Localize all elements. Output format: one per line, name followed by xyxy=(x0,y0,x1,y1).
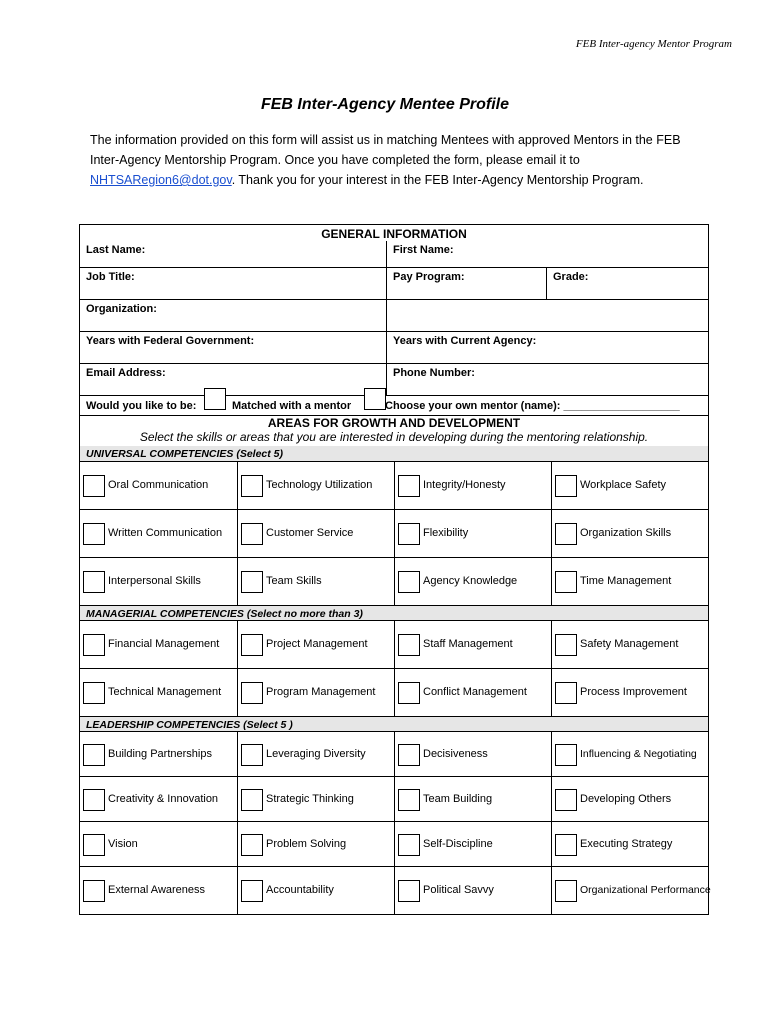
competency-checkbox[interactable] xyxy=(241,475,263,497)
competency-organization-skills[interactable] xyxy=(551,510,708,557)
competency-checkbox[interactable] xyxy=(398,571,420,593)
competency-organizational-performance[interactable] xyxy=(551,867,711,914)
phone-field[interactable]: Phone Number: xyxy=(386,364,708,395)
name-row xyxy=(80,241,708,267)
competency-checkbox[interactable] xyxy=(398,475,420,497)
competency-checkbox[interactable] xyxy=(241,789,263,811)
grade-field[interactable]: Grade: xyxy=(546,268,708,299)
competency-self-discipline[interactable] xyxy=(394,822,551,866)
competency-checkbox[interactable] xyxy=(241,523,263,545)
competency-label: Technical Management xyxy=(108,686,222,698)
competency-label: Staff Management xyxy=(423,638,513,650)
competency-strategic-thinking[interactable] xyxy=(237,777,394,821)
competency-external-awareness[interactable] xyxy=(80,867,237,914)
competency-checkbox[interactable] xyxy=(398,634,420,656)
intro-text-after: . Thank you for your interest in the FEB Inter-Agency Mentorship Program. xyxy=(231,173,644,187)
competency-team-skills[interactable] xyxy=(237,558,394,605)
competency-label: Time Management xyxy=(580,575,672,587)
competency-technical-management[interactable] xyxy=(80,669,237,716)
competency-executing-strategy[interactable] xyxy=(551,822,708,866)
email-link[interactable]: NHTSARegion6@dot.gov xyxy=(90,173,232,187)
competency-label: Program Management xyxy=(266,686,376,698)
competency-time-management[interactable] xyxy=(551,558,708,605)
contact-row xyxy=(80,363,708,395)
leadership-row xyxy=(80,821,708,866)
competency-leveraging-diversity[interactable] xyxy=(237,732,394,776)
leadership-row xyxy=(80,776,708,821)
competency-label: Workplace Safety xyxy=(580,479,667,491)
competency-project-management[interactable] xyxy=(237,621,394,668)
competency-interpersonal-skills[interactable] xyxy=(80,558,237,605)
competency-political-savvy[interactable] xyxy=(394,867,551,914)
competency-label: Decisiveness xyxy=(423,748,488,760)
competency-checkbox[interactable] xyxy=(398,880,420,902)
areas-title: AREAS FOR GROWTH AND DEVELOPMENT xyxy=(267,416,521,430)
competency-checkbox[interactable] xyxy=(398,789,420,811)
areas-header xyxy=(80,415,708,446)
competency-checkbox[interactable] xyxy=(83,475,105,497)
job-row xyxy=(80,267,708,299)
competency-label: Organization Skills xyxy=(580,527,672,539)
competency-integrity-honesty[interactable] xyxy=(394,462,551,509)
competency-label: Vision xyxy=(108,838,138,850)
email-field[interactable]: Email Address: xyxy=(86,367,166,379)
competency-agency-knowledge[interactable] xyxy=(394,558,551,605)
competency-label: Influencing & Negotiating xyxy=(580,748,697,760)
competency-label: Written Communication xyxy=(108,527,223,539)
competency-checkbox[interactable] xyxy=(555,789,577,811)
competency-checkbox[interactable] xyxy=(555,475,577,497)
years-federal-field[interactable]: Years with Federal Government: xyxy=(86,335,255,347)
competency-checkbox[interactable] xyxy=(83,634,105,656)
competency-label: Strategic Thinking xyxy=(266,793,354,805)
competency-oral-communication[interactable] xyxy=(80,462,237,509)
competency-checkbox[interactable] xyxy=(83,571,105,593)
competency-label: External Awareness xyxy=(108,884,206,896)
intro-paragraph xyxy=(90,130,690,190)
competency-label: Self-Discipline xyxy=(423,838,493,850)
competency-checkbox[interactable] xyxy=(241,634,263,656)
competency-checkbox[interactable] xyxy=(241,682,263,704)
competency-flexibility[interactable] xyxy=(394,510,551,557)
competency-influencing-and-negotiating[interactable] xyxy=(551,732,708,776)
competency-checkbox[interactable] xyxy=(398,682,420,704)
competency-developing-others[interactable] xyxy=(551,777,708,821)
competency-program-management[interactable] xyxy=(237,669,394,716)
competency-checkbox[interactable] xyxy=(241,880,263,902)
organization-row xyxy=(80,299,708,331)
last-name-field[interactable]: Last Name: xyxy=(86,244,146,256)
competency-label: Financial Management xyxy=(108,638,220,650)
mentee-form xyxy=(79,224,709,915)
competencies-section xyxy=(80,446,711,914)
competency-staff-management[interactable] xyxy=(394,621,551,668)
competency-checkbox[interactable] xyxy=(241,834,263,856)
competency-checkbox[interactable] xyxy=(83,789,105,811)
universal-row xyxy=(80,461,708,509)
competency-financial-management[interactable] xyxy=(80,621,237,668)
competency-label: Executing Strategy xyxy=(580,838,673,850)
competency-checkbox[interactable] xyxy=(83,523,105,545)
competency-building-partnerships[interactable] xyxy=(80,732,237,776)
competency-problem-solving[interactable] xyxy=(237,822,394,866)
competency-label: Customer Service xyxy=(266,527,354,539)
competency-checkbox[interactable] xyxy=(555,834,577,856)
would-like-label: Would you like to be: xyxy=(86,400,197,412)
organization-extra-field[interactable] xyxy=(386,300,708,331)
leadership-row xyxy=(80,866,711,914)
competency-checkbox[interactable] xyxy=(555,744,577,766)
competency-label: Project Management xyxy=(266,638,368,650)
page-title: FEB Inter-Agency Mentee Profile xyxy=(260,96,510,113)
header-note: FEB Inter-agency Mentor Program xyxy=(575,38,732,50)
competency-label: Creativity & Innovation xyxy=(108,793,219,805)
choose-mentor-label: Choose your own mentor (name): ___________________ xyxy=(385,400,680,412)
years-agency-field[interactable]: Years with Current Agency: xyxy=(386,332,708,363)
competency-vision[interactable] xyxy=(80,822,237,866)
competency-team-building[interactable] xyxy=(394,777,551,821)
competency-checkbox[interactable] xyxy=(83,834,105,856)
matched-mentor-label: Matched with a mentor xyxy=(232,400,352,412)
areas-subtitle: Select the skills or areas that you are interested in developing during the mentoring relationship. xyxy=(139,430,649,444)
competency-label: Problem Solving xyxy=(266,838,347,850)
competency-label: Political Savvy xyxy=(423,884,494,896)
competency-label: Interpersonal Skills xyxy=(108,575,201,587)
competency-checkbox[interactable] xyxy=(555,634,577,656)
competency-safety-management[interactable] xyxy=(551,621,708,668)
competency-label: Building Partnerships xyxy=(108,748,212,760)
competency-label: Organizational Performance xyxy=(580,884,711,896)
competency-written-communication[interactable] xyxy=(80,510,237,557)
competency-checkbox[interactable] xyxy=(555,571,577,593)
matched-mentor-checkbox[interactable] xyxy=(204,388,226,410)
competency-conflict-management[interactable] xyxy=(394,669,551,716)
competency-label: Team Skills xyxy=(266,575,322,587)
competency-checkbox[interactable] xyxy=(555,880,577,902)
competency-checkbox[interactable] xyxy=(398,523,420,545)
managerial-row xyxy=(80,620,708,668)
competency-checkbox[interactable] xyxy=(398,834,420,856)
choose-mentor-checkbox[interactable] xyxy=(364,388,386,410)
managerial-row xyxy=(80,668,708,716)
job-title-field[interactable]: Job Title: xyxy=(86,271,135,283)
competency-label: Technology Utilization xyxy=(266,479,373,491)
competency-decisiveness[interactable] xyxy=(394,732,551,776)
leadership-competencies-label: LEADERSHIP COMPETENCIES (Select 5 ) xyxy=(80,716,708,731)
mentor-preference-row xyxy=(80,395,708,415)
competency-checkbox[interactable] xyxy=(83,880,105,902)
competency-label: Accountability xyxy=(266,884,334,896)
competency-checkbox[interactable] xyxy=(83,682,105,704)
universal-row xyxy=(80,557,708,605)
universal-competencies-label: UNIVERSAL COMPETENCIES (Select 5) xyxy=(80,446,708,461)
competency-label: Leveraging Diversity xyxy=(266,748,366,760)
competency-label: Agency Knowledge xyxy=(423,575,518,587)
competency-workplace-safety[interactable] xyxy=(551,462,708,509)
pay-program-field[interactable]: Pay Program: xyxy=(386,268,546,299)
competency-technology-utilization[interactable] xyxy=(237,462,394,509)
first-name-field[interactable]: First Name: xyxy=(386,241,708,267)
competency-label: Team Building xyxy=(423,793,493,805)
universal-row xyxy=(80,509,708,557)
competency-accountability[interactable] xyxy=(237,867,394,914)
competency-process-improvement[interactable] xyxy=(551,669,708,716)
competency-checkbox[interactable] xyxy=(398,744,420,766)
competency-label: Safety Management xyxy=(580,638,679,650)
organization-field[interactable]: Organization: xyxy=(86,303,157,315)
competency-checkbox[interactable] xyxy=(555,682,577,704)
competency-label: Conflict Management xyxy=(423,686,527,698)
competency-checkbox[interactable] xyxy=(555,523,577,545)
competency-checkbox[interactable] xyxy=(241,744,263,766)
competency-customer-service[interactable] xyxy=(237,510,394,557)
competency-label: Flexibility xyxy=(423,527,469,539)
competency-label: Developing Others xyxy=(580,793,672,805)
managerial-competencies-label: MANAGERIAL COMPETENCIES (Select no more than 3) xyxy=(80,605,708,620)
competency-label: Oral Communication xyxy=(108,479,209,491)
competency-checkbox[interactable] xyxy=(241,571,263,593)
general-info-title: GENERAL INFORMATION xyxy=(321,227,467,241)
years-row xyxy=(80,331,708,363)
competency-label: Integrity/Honesty xyxy=(423,479,506,491)
competency-checkbox[interactable] xyxy=(83,744,105,766)
leadership-row xyxy=(80,731,708,776)
competency-label: Process Improvement xyxy=(580,686,687,698)
competency-creativity-and-innovation[interactable] xyxy=(80,777,237,821)
intro-text-before: The information provided on this form will assist us in matching Mentees with approved Mentors in the FEB Inter-Agency Mentorship Program. Once you have completed the form, please email it to xyxy=(90,133,681,167)
